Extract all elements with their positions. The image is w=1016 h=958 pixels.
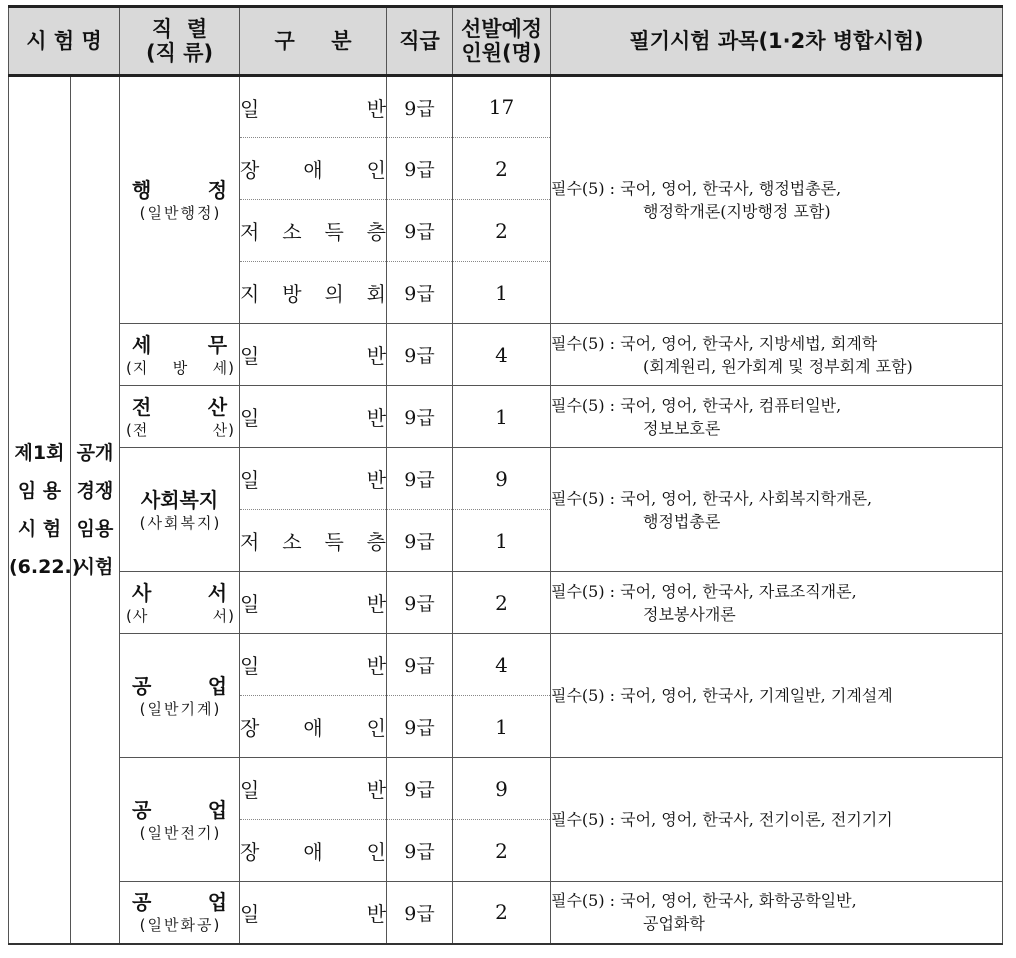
- class-label-part: 층: [366, 530, 386, 554]
- series-title-part: 업: [207, 797, 228, 822]
- count-cell: 2: [453, 138, 551, 200]
- series-subtitle: (일반전기): [139, 823, 222, 842]
- class-cell: [240, 820, 387, 882]
- header-count: [453, 7, 551, 76]
- subjects-cell: [551, 76, 1003, 324]
- series-subtitle-part: 서): [212, 606, 236, 625]
- series-cell: [120, 758, 240, 882]
- grade-cell: 9급: [387, 200, 453, 262]
- table-row: [9, 758, 1003, 820]
- series-title: [120, 673, 239, 699]
- class-label-part: 일: [240, 406, 260, 430]
- class-cell: [240, 758, 387, 820]
- subjects-line: 필수(5) : 국어, 영어, 한국사, 지방세법, 회계학: [551, 333, 878, 353]
- class-label-part: 일: [240, 344, 260, 368]
- series-title-part: 업: [207, 673, 228, 698]
- table-body: [9, 76, 1003, 944]
- class-cell: [240, 138, 387, 200]
- class-label: [240, 216, 386, 245]
- subjects-line: 공업화학: [643, 914, 705, 934]
- class-label-part: 소: [282, 530, 302, 554]
- exam-name-line: 시 험: [17, 517, 62, 540]
- subjects-line: 정보봉사개론: [643, 604, 736, 624]
- class-cell: [240, 882, 387, 944]
- series-title: [120, 889, 239, 915]
- grade-cell: 9급: [387, 448, 453, 510]
- class-label-part: 장: [240, 716, 260, 740]
- count-cell: 1: [453, 262, 551, 324]
- header-subjects: 필기시험 과목(1·2차 병합시험): [551, 7, 1003, 76]
- subjects-line: 행정학개론(지방행정 포함): [643, 202, 831, 221]
- series-subtitle-part: 세): [212, 358, 236, 377]
- class-label-part: 일: [240, 468, 260, 492]
- class-label-part: 반: [366, 901, 387, 926]
- series-cell: [120, 448, 240, 572]
- class-label-part: 일: [240, 654, 260, 678]
- exam-type-cell: [71, 76, 120, 944]
- grade-cell: 9급: [387, 510, 453, 572]
- class-label-part: 반: [366, 778, 387, 802]
- series-title: [120, 177, 239, 203]
- table-row: [9, 324, 1003, 386]
- class-label-part: 소: [282, 220, 302, 244]
- series-subtitle: (일반기계): [139, 699, 222, 718]
- class-label: [240, 464, 386, 493]
- series-title-part: 공: [132, 673, 152, 698]
- series-subtitle: (사회복지): [139, 513, 222, 532]
- subjects-line: 필수(5) : 국어, 영어, 한국사, 컴퓨터일반,: [551, 395, 842, 415]
- class-label: [240, 650, 386, 679]
- series-title: [120, 332, 239, 358]
- exam-name-line: 제1회: [14, 441, 65, 464]
- exam-type-line: 임용: [76, 517, 114, 540]
- grade-cell: 9급: [387, 696, 453, 758]
- series-title-part: 사회복지: [140, 487, 219, 512]
- series-title: [120, 580, 239, 606]
- subjects-cell: [551, 882, 1003, 944]
- class-label-part: 지: [240, 282, 260, 306]
- count-cell: 2: [453, 882, 551, 944]
- series-cell: [120, 324, 240, 386]
- class-cell: [240, 634, 387, 696]
- class-label-part: 인: [366, 158, 386, 182]
- grade-cell: 9급: [387, 882, 453, 944]
- series-subtitle: [120, 358, 239, 378]
- exam-name-cell: [9, 76, 81, 944]
- subjects-cell: [551, 324, 1003, 386]
- header-count-line2: 인원(명): [461, 41, 542, 65]
- exam-type-line: 시험: [76, 555, 114, 578]
- class-label-part: 회: [366, 282, 386, 306]
- subjects-cell: [551, 448, 1003, 572]
- class-cell: [240, 510, 387, 572]
- class-label-part: 인: [366, 840, 386, 864]
- subjects-cell: [551, 634, 1003, 758]
- series-title-part: 정: [207, 178, 228, 202]
- series-cell: [120, 572, 240, 634]
- header-series-line2: (직 류): [145, 41, 214, 65]
- series-title: [120, 487, 239, 513]
- grade-cell: 9급: [387, 634, 453, 696]
- count-cell: 17: [453, 76, 551, 138]
- count-cell: 4: [453, 634, 551, 696]
- series-subtitle: [120, 606, 239, 626]
- series-cell: [120, 386, 240, 448]
- class-label: [240, 712, 386, 741]
- subjects-line: (회계원리, 원가회계 및 정부회계 포함): [643, 356, 913, 376]
- subjects-line: 필수(5) : 국어, 영어, 한국사, 행정법총론,: [551, 179, 842, 198]
- class-label: [240, 836, 386, 865]
- class-label-part: 득: [324, 530, 344, 554]
- class-label-part: 일: [240, 592, 260, 616]
- grade-cell: 9급: [387, 324, 453, 386]
- series-subtitle: [120, 420, 239, 440]
- count-cell: 2: [453, 200, 551, 262]
- series-title-part: 산: [207, 394, 228, 419]
- header-series-line1: 직 렬: [151, 16, 208, 41]
- header-grade: 직급: [387, 7, 453, 76]
- series-title-part: 세: [132, 332, 152, 357]
- subjects-cell: [551, 572, 1003, 634]
- subjects-line: 행정법총론: [643, 511, 721, 531]
- series-subtitle-part: 방: [172, 358, 189, 377]
- class-cell: [240, 76, 387, 138]
- class-label-part: 득: [324, 220, 344, 244]
- count-cell: 1: [453, 510, 551, 572]
- class-label-part: 반: [366, 406, 387, 430]
- subjects-line: 필수(5) : 국어, 영어, 한국사, 자료조직개론,: [551, 581, 857, 601]
- class-cell: [240, 696, 387, 758]
- class-cell: [240, 262, 387, 324]
- series-subtitle: (일반화공): [139, 916, 222, 935]
- class-label-part: 반: [366, 592, 387, 616]
- exam-name-line: (6.22.): [9, 555, 81, 578]
- grade-cell: 9급: [387, 758, 453, 820]
- recruitment-table: [8, 5, 1003, 945]
- grade-cell: 9급: [387, 138, 453, 200]
- subjects-line: 필수(5) : 국어, 영어, 한국사, 화학공학일반,: [551, 891, 857, 911]
- class-label-part: 저: [240, 530, 260, 554]
- class-label-part: 저: [240, 220, 260, 244]
- class-label: [240, 154, 386, 183]
- series-title-part: 공: [132, 797, 152, 822]
- class-label-part: 일: [240, 778, 260, 802]
- series-title-part: 행: [132, 178, 152, 202]
- subjects-line: 정보보호론: [643, 418, 721, 438]
- header-row: [9, 7, 1003, 76]
- exam-name-line: 임 용: [17, 479, 62, 502]
- class-label-part: 애: [303, 158, 323, 182]
- class-label-part: 인: [366, 716, 386, 740]
- class-label-part: 층: [366, 220, 386, 244]
- header-division: 구 분: [240, 7, 387, 76]
- table-row: [9, 572, 1003, 634]
- class-label-part: 장: [240, 158, 260, 182]
- class-label: [240, 278, 386, 307]
- count-cell: 9: [453, 758, 551, 820]
- series-cell: [120, 882, 240, 944]
- series-cell: [120, 634, 240, 758]
- subjects-line: 필수(5) : 국어, 영어, 한국사, 기계일반, 기계설계: [551, 686, 893, 705]
- table-row: [9, 882, 1003, 944]
- series-subtitle-part: (지: [126, 358, 149, 377]
- class-label-part: 일: [240, 901, 260, 926]
- series-cell: [120, 76, 240, 324]
- class-cell: [240, 572, 387, 634]
- grade-cell: 9급: [387, 572, 453, 634]
- class-label-part: 반: [366, 96, 387, 121]
- class-cell: [240, 324, 387, 386]
- grade-cell: 9급: [387, 820, 453, 882]
- class-label-part: 반: [366, 468, 387, 492]
- class-cell: [240, 386, 387, 448]
- class-label-part: 의: [324, 282, 344, 306]
- class-label-part: 반: [366, 654, 387, 678]
- exam-type-line: 경쟁: [76, 479, 114, 502]
- exam-type-line: 공개: [76, 441, 114, 464]
- class-label: [240, 588, 386, 617]
- count-cell: 9: [453, 448, 551, 510]
- series-subtitle-part: (전: [126, 420, 149, 439]
- series-subtitle-part: (사: [126, 606, 149, 625]
- count-cell: 2: [453, 572, 551, 634]
- class-label: [240, 774, 386, 803]
- class-label: [240, 340, 386, 369]
- class-label: [240, 898, 386, 927]
- count-cell: 4: [453, 324, 551, 386]
- count-cell: 1: [453, 386, 551, 448]
- series-subtitle: (일반행정): [139, 204, 222, 222]
- series-title-part: 공: [132, 890, 152, 915]
- class-label-part: 일: [240, 96, 260, 121]
- header-exam-name: 시 험 명: [9, 7, 120, 76]
- series-title-part: 서: [207, 580, 228, 605]
- grade-cell: 9급: [387, 262, 453, 324]
- table-row: [9, 76, 1003, 138]
- class-label-part: 장: [240, 840, 260, 864]
- class-label: [240, 93, 386, 122]
- series-title: [120, 797, 239, 823]
- subjects-line: 필수(5) : 국어, 영어, 한국사, 사회복지학개론,: [551, 488, 873, 508]
- subjects-cell: [551, 386, 1003, 448]
- series-title-part: 업: [207, 890, 228, 915]
- header-series: [120, 7, 240, 76]
- class-label-part: 애: [303, 840, 323, 864]
- grade-cell: 9급: [387, 386, 453, 448]
- class-label-part: 반: [366, 344, 387, 368]
- class-label-part: 애: [303, 716, 323, 740]
- class-label: [240, 526, 386, 555]
- subjects-line: 필수(5) : 국어, 영어, 한국사, 전기이론, 전기기기: [551, 810, 893, 829]
- table-row: [9, 448, 1003, 510]
- class-cell: [240, 448, 387, 510]
- count-cell: 1: [453, 696, 551, 758]
- class-label-part: 방: [282, 282, 302, 306]
- subjects-cell: [551, 758, 1003, 882]
- grade-cell: 9급: [387, 76, 453, 138]
- class-label: [240, 402, 386, 431]
- series-title-part: 사: [132, 580, 152, 605]
- table-row: [9, 386, 1003, 448]
- recruitment-table-container: [8, 5, 1003, 945]
- class-cell: [240, 200, 387, 262]
- series-title-part: 전: [132, 394, 152, 419]
- series-subtitle-part: 산): [212, 420, 236, 439]
- series-title-part: 무: [207, 332, 228, 357]
- series-title: [120, 394, 239, 420]
- table-row: [9, 634, 1003, 696]
- header-count-line1: 선발예정: [460, 16, 543, 41]
- count-cell: 2: [453, 820, 551, 882]
